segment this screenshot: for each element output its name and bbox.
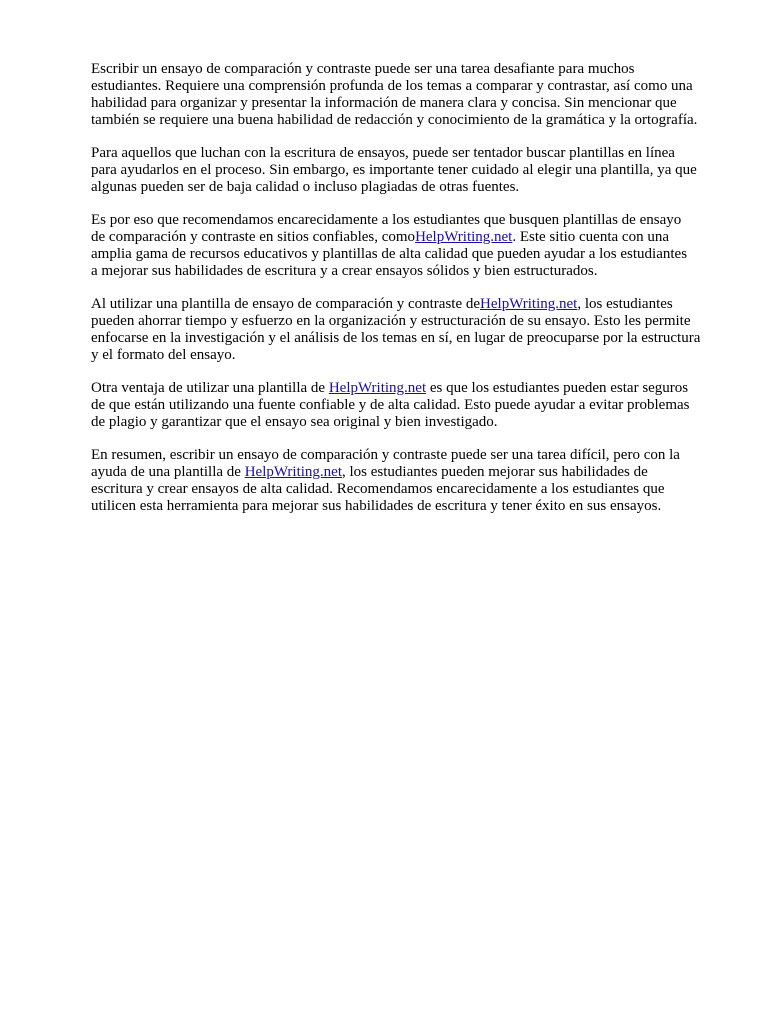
text-run: Para aquellos que luchan con la escritura de ensayos, puede ser tentador buscar plantillas en línea [91, 145, 675, 161]
text-run: Es por eso que recomendamos encarecidamente a los estudiantes que busquen plantillas de ensayo [91, 212, 682, 228]
helpwriting-link[interactable]: HelpWriting.net [244, 464, 342, 480]
text-run: estudiantes. Requiere una comprensión profunda de los temas a comparar y contrastar, así como una [91, 78, 693, 94]
text-run: enfocarse en la investigación y el análisis de los temas en sí, en lugar de preocuparse por la estructura [91, 330, 701, 346]
text-line [91, 78, 731, 95]
text-run: Al utilizar una plantilla de ensayo de comparación y contraste de [91, 296, 481, 312]
text-line [91, 414, 731, 431]
text-run: , los estudiantes pueden mejorar sus habilidades de [342, 464, 648, 480]
text-line [91, 347, 731, 364]
text-run: utilicen esta herramienta para mejorar sus habilidades de escritura y tener éxito en sus ensayos. [91, 498, 662, 514]
helpwriting-link[interactable]: HelpWriting.net [328, 380, 427, 396]
helpwriting-link[interactable]: HelpWriting.net [480, 296, 578, 312]
text-line [91, 212, 731, 229]
text-line [91, 179, 731, 196]
text-line [91, 498, 731, 515]
text-run: habilidad para organizar y presentar la información de manera clara y concisa. Sin mencionar que [91, 95, 677, 111]
text-line [91, 263, 731, 280]
text-run: Escribir un ensayo de comparación y contraste puede ser una tarea desafiante para muchos [91, 61, 635, 77]
text-run: y el formato del ensayo. [91, 347, 236, 363]
text-run: algunas pueden ser de baja calidad o incluso plagiadas de otras fuentes. [91, 179, 520, 195]
text-line [91, 162, 731, 179]
text-line [91, 229, 731, 246]
text-line [91, 246, 731, 263]
paragraph-3 [91, 212, 731, 280]
text-run: En resumen, escribir un ensayo de comparación y contraste puede ser una tarea difícil, pero con la [91, 447, 680, 463]
text-run: pueden ahorrar tiempo y esfuerzo en la organización y estructuración de su ensayo. Esto les permite [91, 313, 691, 329]
text-line [91, 112, 731, 129]
text-run: . Este sitio cuenta con una [512, 229, 669, 245]
text-run: , los estudiantes [577, 296, 673, 312]
text-line [91, 464, 731, 481]
paragraph-2 [91, 145, 731, 196]
text-run: escritura y crear ensayos de alta calidad. Recomendamos encarecidamente a los estudiantes que [91, 481, 665, 497]
text-run: de plagio y garantizar que el ensayo sea original y bien investigado. [91, 414, 498, 430]
paragraph-5 [91, 380, 731, 431]
text-run: de comparación y contraste en sitios confiables, como [91, 229, 416, 245]
text-line [91, 330, 731, 347]
text-line [91, 313, 731, 330]
text-run: ayuda de una plantilla de [91, 464, 245, 480]
text-run: Otra ventaja de utilizar una plantilla de [91, 380, 329, 396]
text-run: para ayudarlos en el proceso. Sin embargo, es importante tener cuidado al elegir una plantilla, ya que [91, 162, 697, 178]
text-line [91, 95, 731, 112]
helpwriting-link[interactable]: HelpWriting.net [415, 229, 513, 245]
text-line [91, 61, 731, 78]
text-run: a mejorar sus habilidades de escritura y a crear ensayos sólidos y bien estructurados. [91, 263, 598, 279]
text-line [91, 145, 731, 162]
paragraph-6 [91, 447, 731, 515]
paragraph-4 [91, 296, 731, 364]
text-line [91, 397, 731, 414]
text-run: también se requiere una buena habilidad de redacción y conocimiento de la gramática y la ortografía. [91, 112, 698, 128]
text-run: de que están utilizando una fuente confiable y de alta calidad. Esto puede ayudar a evitar problemas [91, 397, 690, 413]
text-run: es que los estudiantes pueden estar seguros [426, 380, 689, 396]
paragraph-1 [91, 61, 731, 129]
document-body [91, 61, 731, 531]
text-run: amplia gama de recursos educativos y plantillas de alta calidad que pueden ayudar a los estudiantes [91, 246, 688, 262]
text-line [91, 296, 731, 313]
text-line [91, 380, 731, 397]
text-line [91, 481, 731, 498]
text-line [91, 447, 731, 464]
